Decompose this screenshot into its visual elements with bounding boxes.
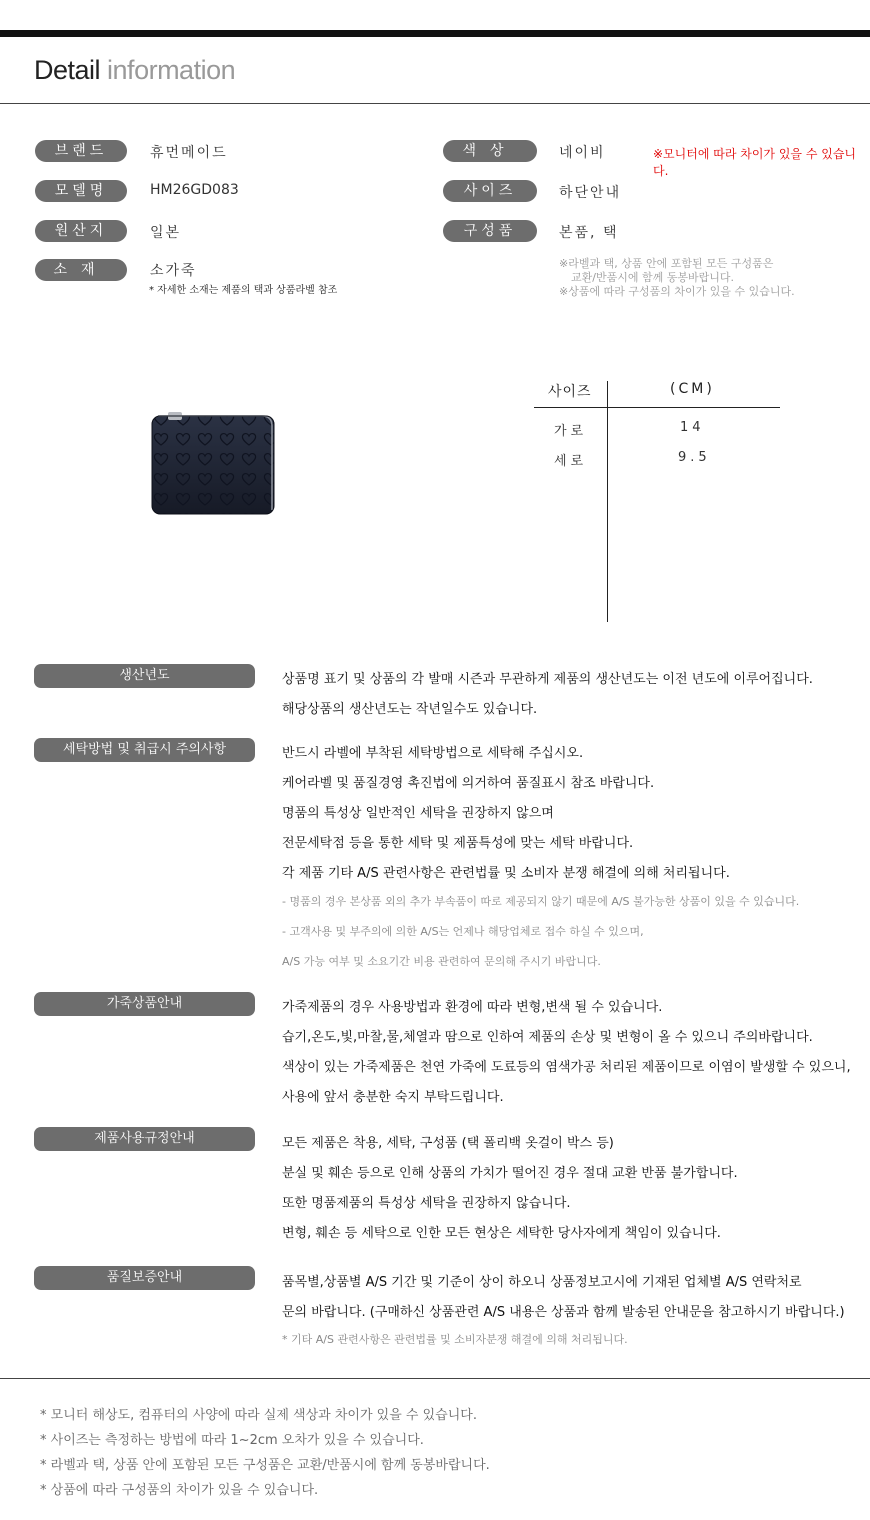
section-washing-line: 명품의 특성상 일반적인 세탁을 권장하지 않으며	[282, 806, 554, 821]
footer-note: * 사이즈는 측정하는 방법에 따라 1~2cm 오차가 있을 수 있습니다.	[40, 1433, 424, 1448]
size-table-col-1: 사이즈	[548, 384, 592, 400]
section-washing-title: 세탁방법 및 취급시 주의사항	[34, 738, 255, 762]
section-leather-line: 습기,온도,빛,마찰,물,체열과 땀으로 인하여 제품의 손상 및 변형이 올 수 있으니 주의바랍니다.	[282, 1030, 813, 1045]
material-label: 소재	[35, 259, 127, 281]
size-table-col-2: (CM)	[670, 381, 715, 397]
top-border	[0, 30, 870, 37]
size-row-value: 14	[680, 420, 705, 435]
section-washing-note: A/S 가능 여부 및 소요기간 비용 관련하여 문의해 주시기 바랍니다.	[282, 955, 601, 968]
section-washing-line: 반드시 라벨에 부착된 세탁방법으로 세탁해 주십시오.	[282, 746, 584, 761]
section-usage-line: 또한 명품제품의 특성상 세탁을 권장하지 않습니다.	[282, 1196, 571, 1211]
section-usage-line: 분실 및 훼손 등으로 인해 상품의 가치가 떨어진 경우 절대 교환 반품 불가합니다.	[282, 1166, 738, 1181]
section-production-title: 생산년도	[34, 664, 255, 688]
title-main: Detail	[34, 55, 101, 85]
size-table-header-line	[534, 407, 780, 408]
model-label: 모델명	[35, 180, 127, 202]
footer-note: * 모니터 해상도, 컴퓨터의 사양에 따라 실제 색상과 차이가 있을 수 있습니다.	[40, 1408, 477, 1423]
color-note: ※모니터에 따라 차이가 있을 수 있습니다.	[653, 147, 857, 178]
title-sub: information	[107, 55, 236, 85]
brand-value: 휴먼메이드	[150, 145, 228, 161]
section-washing-line: 각 제품 기타 A/S 관련사항은 관련법률 및 소비자 분쟁 해결에 의해 처리됩니다.	[282, 866, 730, 881]
size-row-label: 세로	[554, 454, 588, 469]
section-washing-line: 전문세탁점 등을 통한 세탁 및 제품특성에 맞는 세탁 바랍니다.	[282, 836, 634, 851]
page-title	[34, 55, 235, 86]
section-leather-title: 가죽상품안내	[34, 992, 255, 1016]
material-value: 소가죽	[150, 263, 197, 279]
section-production-line: 해당상품의 생산년도는 작년일수도 있습니다.	[282, 702, 538, 717]
components-value: 본품, 택	[559, 225, 619, 241]
section-production-line: 상품명 표기 및 상품의 각 발매 시즌과 무관하게 제품의 생산년도는 이전 년도에 이루어집니다.	[282, 672, 813, 687]
section-warranty-line: 문의 바랍니다. (구매하신 상품관련 A/S 내용은 상품과 함께 발송된 안내문을 참고하시기 바랍니다.)	[282, 1305, 845, 1320]
size-row-value: 9.5	[678, 450, 711, 465]
size-row-label: 가로	[554, 424, 588, 439]
origin-label: 원산지	[35, 220, 127, 242]
section-leather-line: 가죽제품의 경우 사용방법과 환경에 따라 변형,변색 될 수 있습니다.	[282, 1000, 663, 1015]
origin-value: 일본	[150, 225, 182, 241]
section-leather-line: 색상이 있는 가죽제품은 천연 가죽에 도료등의 염색가공 처리된 제품이므로 이염이 발생할 수 있으니,	[282, 1060, 851, 1075]
section-usage-title: 제품사용규정안내	[34, 1127, 255, 1151]
section-washing-note: - 고객사용 및 부주의에 의한 A/S는 언제나 해당업체로 접수 하실 수 있으며,	[282, 925, 644, 938]
section-washing-line: 케어라벨 및 품질경영 촉진법에 의거하여 품질표시 참조 바랍니다.	[282, 776, 655, 791]
footer-note: * 라벨과 택, 상품 안에 포함된 모든 구성품은 교환/반품시에 함께 동봉바랍니다.	[40, 1458, 490, 1473]
model-value: HM26GD083	[150, 182, 239, 198]
components-label: 구성품	[443, 220, 537, 242]
section-warranty-title: 품질보증안내	[34, 1266, 255, 1290]
footer-note: * 상품에 따라 구성품의 차이가 있을 수 있습니다.	[40, 1483, 319, 1498]
size-value: 하단안내	[559, 185, 622, 201]
color-label: 색상	[443, 140, 537, 162]
section-usage-line: 모든 제품은 착용, 세탁, 구성품 (택 폴리백 옷걸이 박스 등)	[282, 1136, 614, 1151]
size-table-divider	[607, 381, 608, 622]
components-note-3: ※상품에 따라 구성품의 차이가 있을 수 있습니다.	[559, 285, 795, 298]
header-divider	[0, 103, 870, 104]
section-leather-line: 사용에 앞서 충분한 숙지 부탁드립니다.	[282, 1090, 504, 1105]
section-warranty-line: 품목별,상품별 A/S 기간 및 기준이 상이 하오니 상품정보고시에 기재된 업체별 A/S 연락처로	[282, 1275, 802, 1290]
color-value: 네이비	[559, 145, 606, 161]
section-warranty-note: * 기타 A/S 관련사항은 관련법률 및 소비자분쟁 해결에 의해 처리됩니다.	[282, 1333, 628, 1346]
brand-label: 브랜드	[35, 140, 127, 162]
footer-divider	[0, 1378, 870, 1379]
components-note-2: 교환/반품시에 함께 동봉바랍니다.	[571, 271, 734, 284]
components-note-1: ※라벨과 택, 상품 안에 포함된 모든 구성품은	[559, 257, 774, 270]
material-note: * 자세한 소재는 제품의 택과 상품라벨 참조	[149, 285, 338, 296]
size-label: 사이즈	[443, 180, 537, 202]
section-usage-line: 변형, 훼손 등 세탁으로 인한 모든 현상은 세탁한 당사자에게 책임이 있습니다.	[282, 1226, 721, 1241]
wallet-product-image	[150, 410, 276, 516]
section-washing-note: - 명품의 경우 본상품 외의 추가 부속품이 따로 제공되지 않기 때문에 A/S 불가능한 상품이 있을 수 있습니다.	[282, 895, 800, 908]
